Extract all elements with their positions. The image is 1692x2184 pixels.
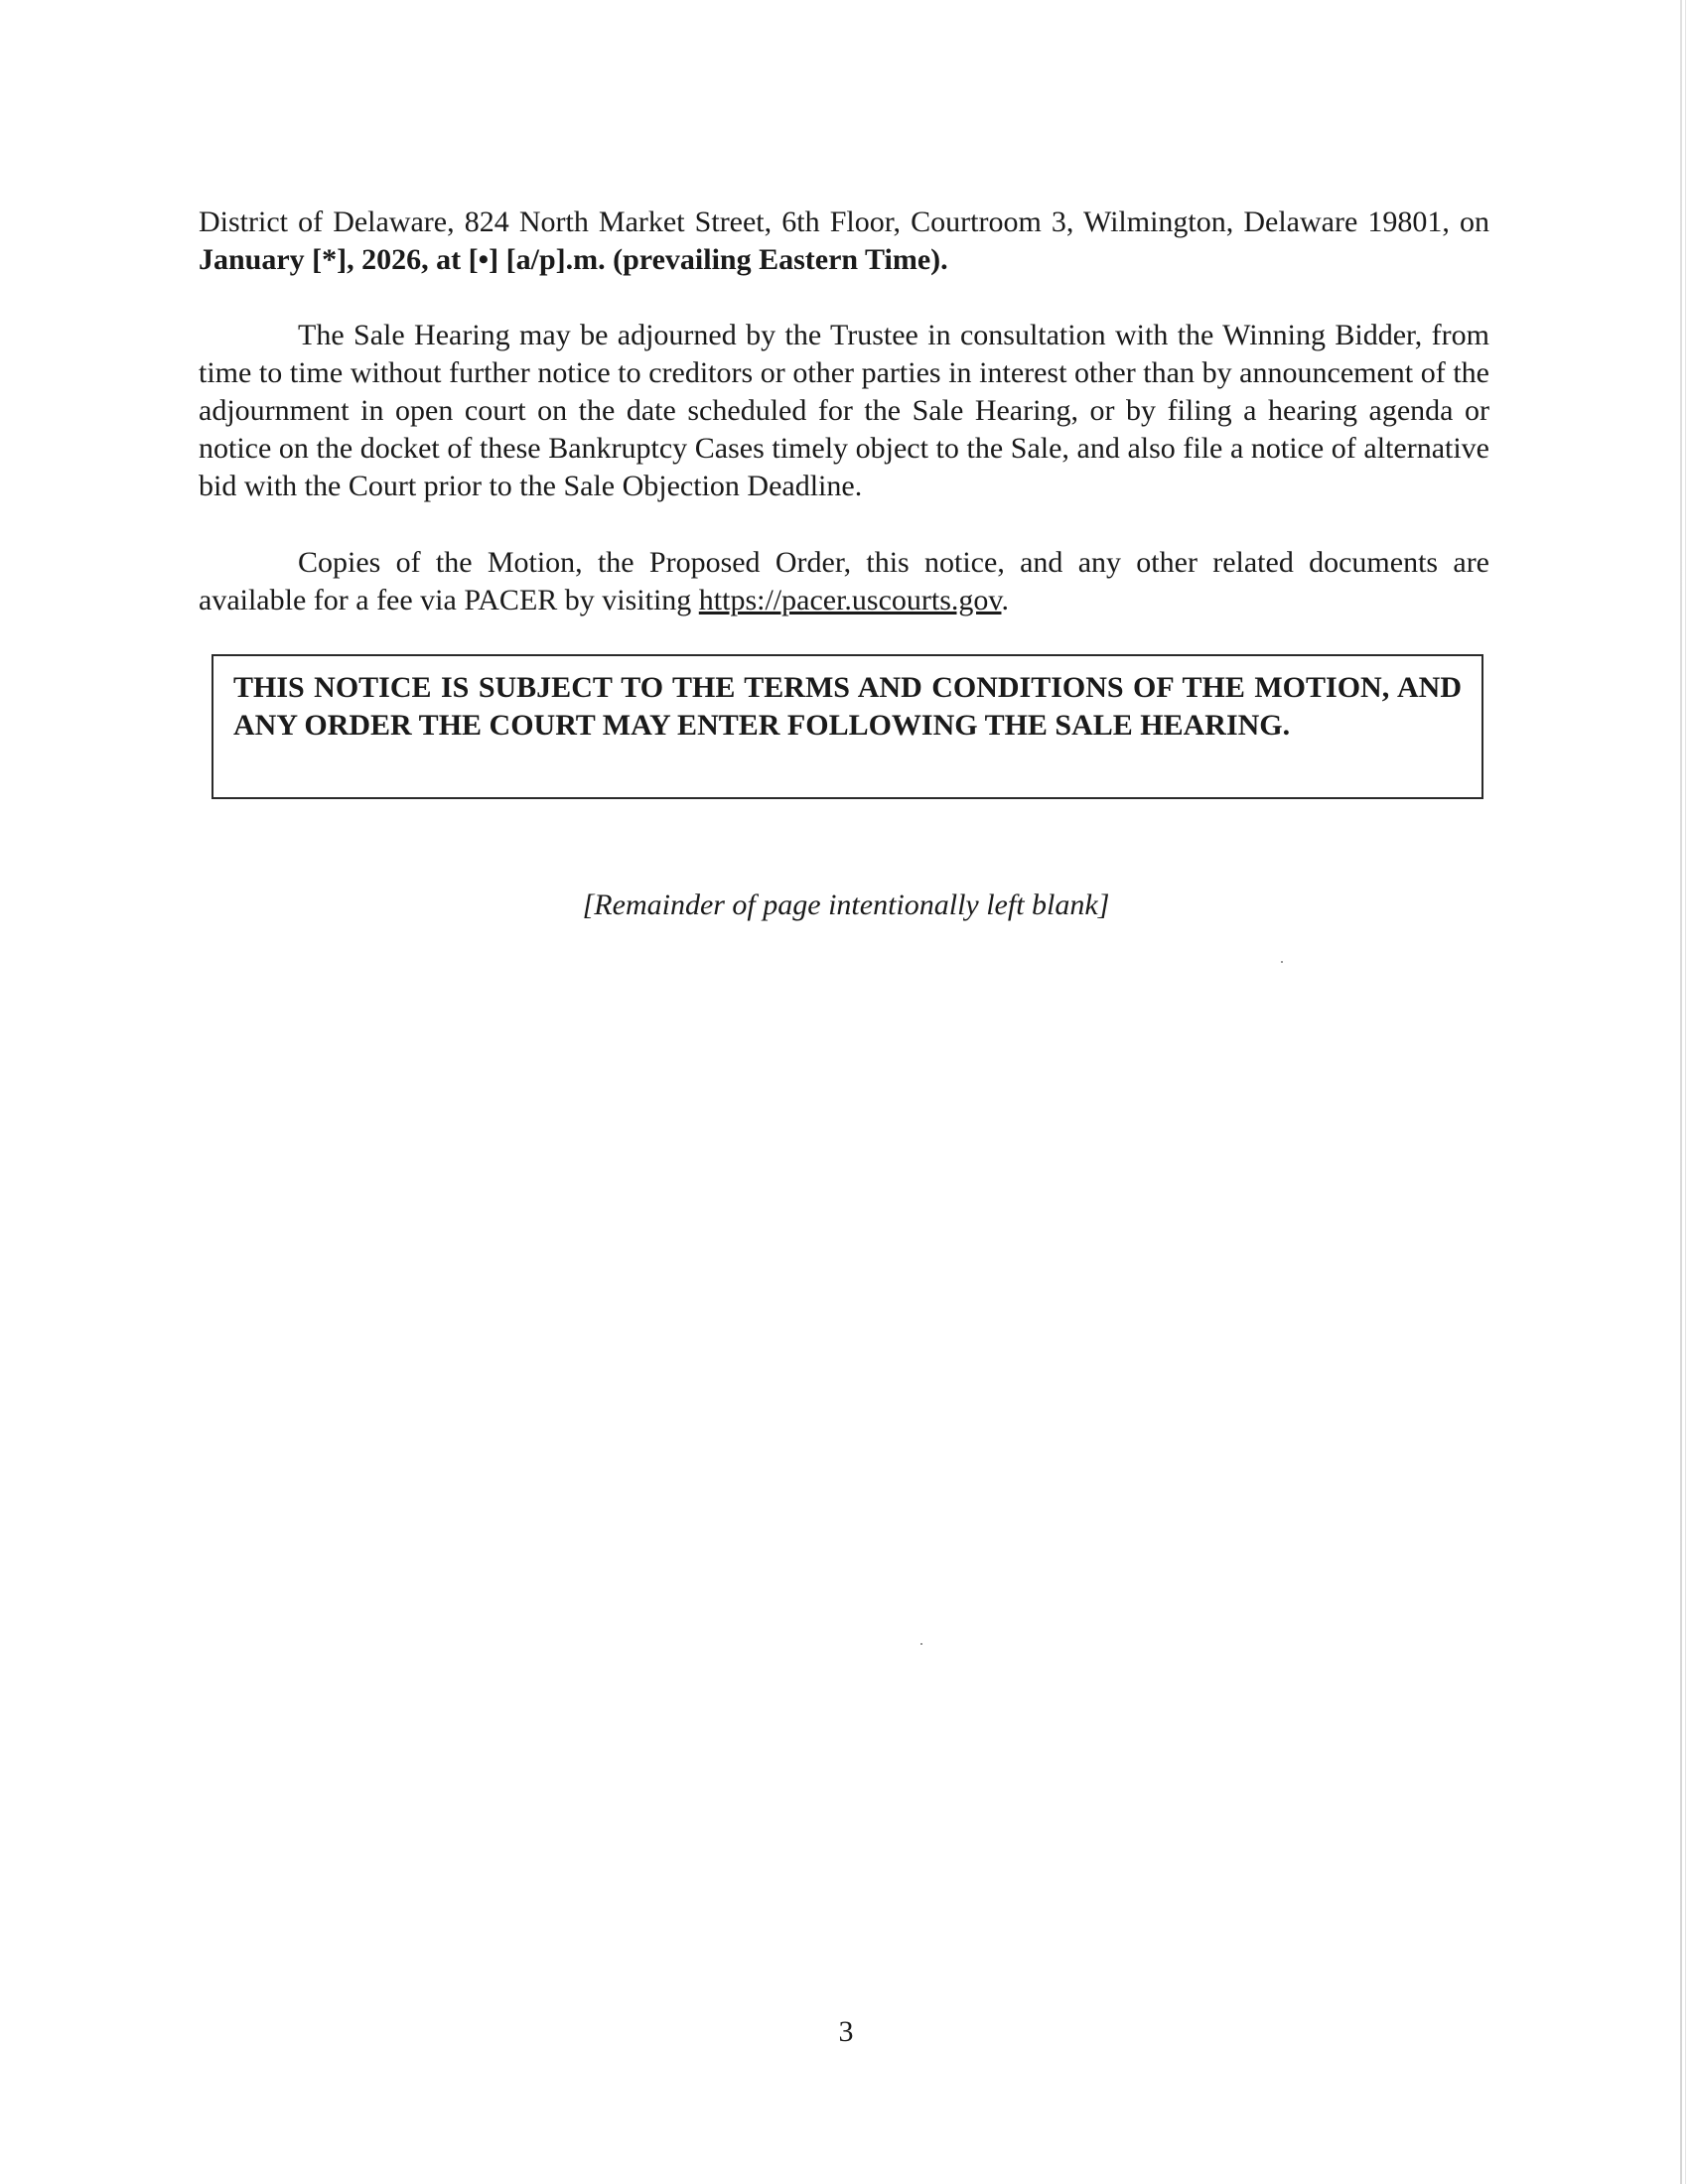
link-trailing-period: . — [1001, 584, 1009, 616]
pacer-link[interactable]: https://pacer.uscourts.gov — [698, 584, 1002, 616]
scan-speck — [1281, 961, 1283, 963]
scan-speck — [920, 1643, 922, 1645]
scan-page-edge — [1680, 0, 1682, 2184]
page-number: 3 — [838, 2015, 854, 2048]
notice-box-text: THIS NOTICE IS SUBJECT TO THE TERMS AND CONDITIONS OF THE MOTION, AND ANY ORDER THE COURT MAY ENTER FOLLOWING THE SALE HEARING. — [233, 671, 1462, 742]
hearing-date-time: January [*], 2026, at [•] [a/p].m. (prevailing Eastern Time). — [199, 243, 948, 276]
adjournment-text: The Sale Hearing may be adjourned by the Trustee in consultation with the Winning Bidder, from time to time without further notice to creditors or other parties in interest other than by announcement of the adjournment in open court on the date scheduled for the Sale Hearing, or by filing a hearing agenda or notice on the docket of these Bankruptcy Cases timely object to the Sale, and also file a notice of alternative bid with the Court prior to the Sale Objection Deadline. — [199, 319, 1489, 502]
notice-box — [212, 654, 1483, 799]
hearing-location-paragraph — [199, 204, 1489, 279]
documents-availability-paragraph — [199, 544, 1489, 619]
hearing-location-text: District of Delaware, 824 North Market Street, 6th Floor, Courtroom 3, Wilmington, Delaware 19801, on — [199, 205, 1489, 238]
adjournment-paragraph — [199, 317, 1489, 505]
scan-page-edge-secondary — [1685, 0, 1686, 2184]
remainder-blank-note: [Remainder of page intentionally left blank] — [582, 888, 1110, 921]
documents-availability-text: Copies of the Motion, the Proposed Order, this notice, and any other related documents are available for a fee via PACER by visiting — [199, 546, 1489, 616]
